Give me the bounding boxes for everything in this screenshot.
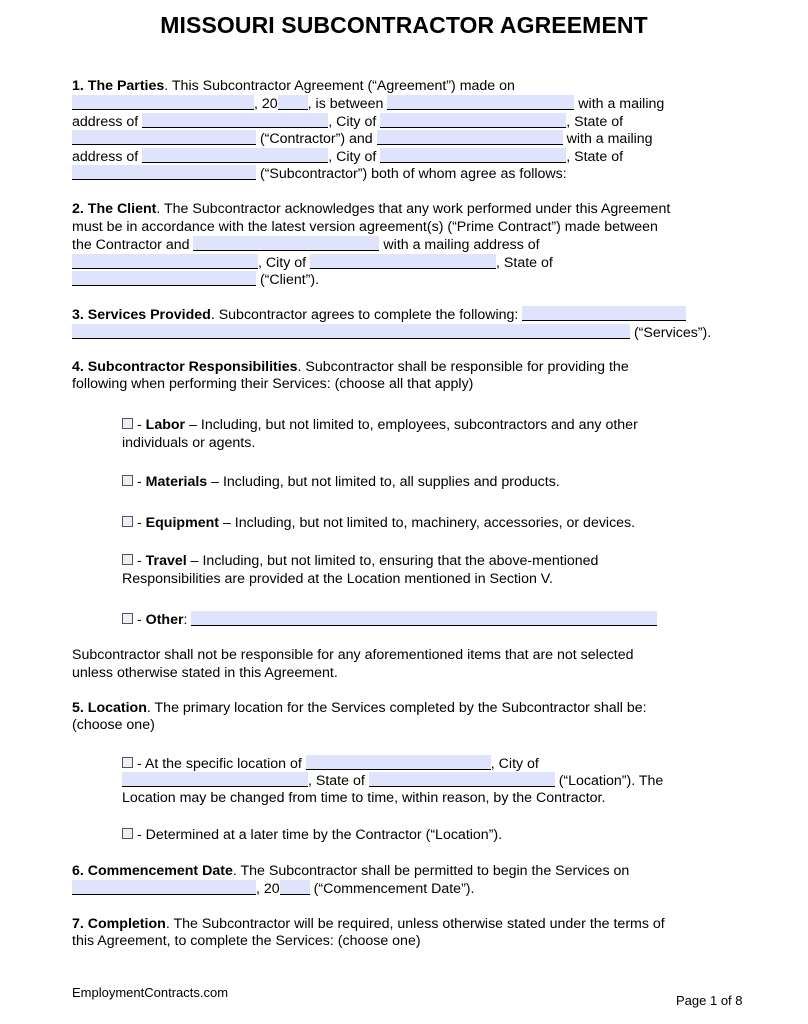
s4-note-line-2: unless otherwise stated in this Agreement.	[72, 665, 338, 681]
s2-line-3: the Contractor and with a mailing address of	[72, 237, 540, 253]
s6-line-1: 6. Commencement Date. The Subcontractor shall be permitted to begin the Services on	[72, 863, 630, 879]
s7-line-2: this Agreement, to complete the Services: (choose one)	[72, 933, 421, 949]
location-specific-option: - At the specific location of , City of	[122, 755, 539, 772]
s1-heading: 1. The Parties	[72, 78, 165, 94]
document-title: MISSOURI SUBCONTRACTOR AGREEMENT	[160, 12, 648, 38]
s4-heading: 4. Subcontractor Responsibilities	[72, 359, 298, 375]
subcontractor-city-field[interactable]	[380, 148, 566, 163]
s4-line-1: 4. Subcontractor Responsibilities. Subcontractor shall be responsible for providing the	[72, 359, 629, 375]
s5-line-1: 5. Location. The primary location for the Services completed by the Subcontractor shall be:	[72, 700, 647, 716]
travel-checkbox[interactable]	[122, 554, 133, 565]
equipment-option: - Equipment – Including, but not limited to, machinery, accessories, or devices.	[122, 515, 635, 532]
s2-line-4: , City of , State of	[72, 254, 553, 271]
s3-line-2: (“Services”).	[72, 324, 711, 341]
page-number: Page 1 of 8	[676, 993, 743, 1008]
contractor-address-field[interactable]	[142, 113, 328, 128]
contractor-state-field[interactable]	[72, 130, 256, 145]
subcontractor-name-field[interactable]	[377, 130, 563, 145]
client-city-field[interactable]	[310, 254, 496, 269]
location-line-3: Location may be changed from time to time, within reason, by the Contractor.	[122, 790, 606, 806]
other-option: - Other:	[122, 611, 657, 628]
s1-line-4: (“Contractor”) and with a mailing	[72, 130, 653, 147]
s1-line-2: , 20 , is between with a mailing	[72, 95, 664, 112]
s3-line-1: 3. Services Provided. Subcontractor agrees to complete the following:	[72, 306, 686, 323]
s4-line-2: following when performing their Services: (choose all that apply)	[72, 376, 474, 392]
commencement-date-field[interactable]	[72, 880, 256, 895]
s7-line-1: 7. Completion. The Subcontractor will be required, unless otherwise stated under the terms of	[72, 916, 665, 932]
s1-line-5: address of , City of , State of	[72, 149, 624, 165]
s6-heading: 6. Commencement Date	[72, 863, 233, 879]
client-name-field[interactable]	[193, 236, 379, 251]
travel-option-line-2: Responsibilities are provided at the Location mentioned in Section V.	[122, 571, 553, 587]
client-state-field[interactable]	[72, 271, 256, 286]
s1-line-6: (“Subcontractor”) both of whom agree as follows:	[72, 165, 567, 182]
travel-option: - Travel – Including, but not limited to, ensuring that the above-mentioned	[122, 553, 598, 570]
client-address-field[interactable]	[72, 254, 258, 269]
s4-note-line-1: Subcontractor shall not be responsible for any aforementioned items that are not selected	[72, 647, 634, 663]
other-checkbox[interactable]	[122, 613, 133, 624]
s2-line-2: must be in accordance with the latest version agreement(s) (“Prime Contract”) made between	[72, 219, 658, 235]
other-field[interactable]	[191, 611, 657, 626]
s7-heading: 7. Completion	[72, 916, 166, 932]
materials-checkbox[interactable]	[122, 475, 133, 486]
s5-heading: 5. Location	[72, 700, 147, 716]
location-later-option: - Determined at a later time by the Contractor (“Location”).	[122, 827, 502, 844]
agreement-year-field[interactable]	[278, 95, 308, 110]
contractor-city-field[interactable]	[380, 113, 566, 128]
services-field-2[interactable]	[72, 324, 630, 339]
labor-option-line-2: individuals or agents.	[122, 435, 256, 451]
s2-line-1: 2. The Client. The Subcontractor acknowledges that any work performed under this Agreement	[72, 201, 671, 217]
s1-line-1: 1. The Parties. This Subcontractor Agreement (“Agreement”) made on	[72, 78, 515, 94]
commencement-year-field[interactable]	[280, 880, 310, 895]
labor-option: - Labor – Including, but not limited to, employees, subcontractors and any other	[122, 417, 638, 434]
s6-line-2: , 20 (“Commencement Date”).	[72, 880, 474, 897]
subcontractor-address-field[interactable]	[142, 148, 328, 163]
location-specific-checkbox[interactable]	[122, 757, 133, 768]
contractor-name-field[interactable]	[387, 95, 574, 110]
services-field-1[interactable]	[522, 306, 686, 321]
location-state-field[interactable]	[369, 772, 555, 787]
location-address-field[interactable]	[306, 755, 491, 770]
subcontractor-state-field[interactable]	[72, 165, 256, 180]
location-line-2: , State of (“Location”). The	[122, 772, 663, 789]
equipment-checkbox[interactable]	[122, 516, 133, 527]
s2-line-5: (“Client”).	[72, 271, 319, 288]
s2-heading: 2. The Client	[72, 201, 157, 217]
s5-line-2: (choose one)	[72, 717, 155, 733]
materials-option: - Materials – Including, but not limited to, all supplies and products.	[122, 474, 560, 491]
footer-site: EmploymentContracts.com	[72, 985, 229, 1000]
location-later-checkbox[interactable]	[122, 828, 133, 839]
labor-checkbox[interactable]	[122, 418, 133, 429]
location-city-field[interactable]	[122, 772, 308, 787]
s3-heading: 3. Services Provided	[72, 307, 211, 323]
s1-line-3: address of , City of , State of	[72, 114, 624, 130]
agreement-date-field[interactable]	[72, 95, 254, 110]
